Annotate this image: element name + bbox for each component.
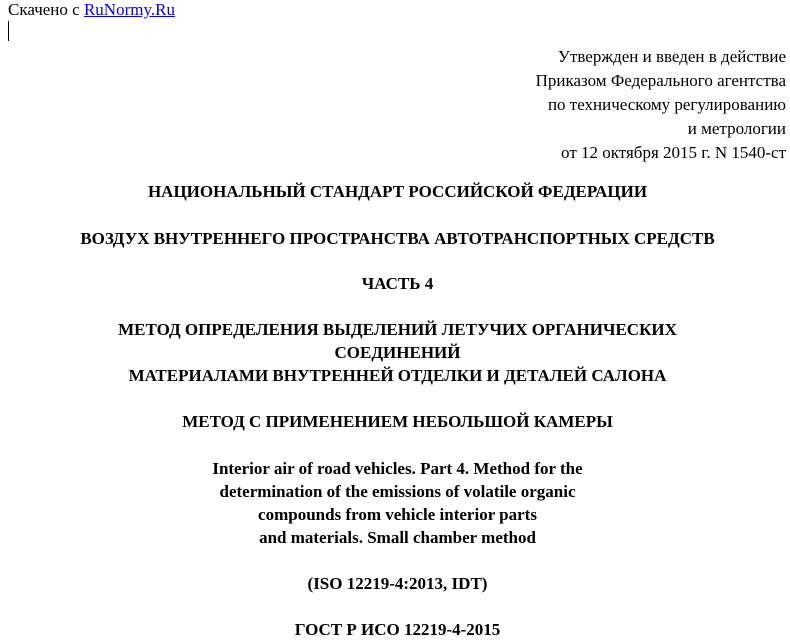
part-number: ЧАСТЬ 4 bbox=[361, 274, 434, 293]
subtitle-line: МАТЕРИАЛАМИ ВНУТРЕННЕЙ ОТДЕЛКИ И ДЕТАЛЕЙ САЛОНА bbox=[128, 366, 667, 385]
designation-heading bbox=[0, 618, 790, 641]
source-prefix: Скачено с bbox=[8, 0, 80, 19]
title-en-line: compounds from vehicle interior parts bbox=[258, 505, 537, 524]
text-cursor bbox=[8, 21, 9, 41]
part-heading bbox=[0, 272, 790, 295]
title-ru: ВОЗДУХ ВНУТРЕННЕГО ПРОСТРАНСТВА АВТОТРАНСПОРТНЫХ СРЕДСТВ bbox=[80, 229, 715, 248]
title-en-line: determination of the emissions of volatile organic bbox=[219, 482, 576, 501]
approval-line: и метрологии bbox=[687, 119, 786, 138]
subtitle-line: МЕТОД ОПРЕДЕЛЕНИЯ ВЫДЕЛЕНИЙ ЛЕТУЧИХ ОРГАНИЧЕСКИХ bbox=[118, 320, 677, 339]
approval-line: Приказом Федерального агентства bbox=[535, 71, 786, 90]
title-en-line: Interior air of road vehicles. Part 4. Method for the bbox=[212, 459, 583, 478]
standard-type-heading bbox=[0, 180, 790, 203]
method-heading bbox=[0, 410, 790, 433]
standard-designation: ГОСТ Р ИСО 12219-4-2015 bbox=[294, 620, 501, 639]
approval-line: Утвержден и введен в действие bbox=[557, 47, 786, 66]
subtitle-block bbox=[0, 318, 790, 387]
iso-reference-heading bbox=[0, 572, 790, 595]
source-line bbox=[8, 0, 175, 19]
subtitle-line: СОЕДИНЕНИЙ bbox=[334, 343, 461, 362]
title-en-line: and materials. Small chamber method bbox=[259, 528, 536, 547]
approval-line: от 12 октября 2015 г. N 1540-ст bbox=[561, 143, 786, 162]
approval-line: по техническому регулированию bbox=[547, 95, 786, 114]
method-title: МЕТОД С ПРИМЕНЕНИЕМ НЕБОЛЬШОЙ КАМЕРЫ bbox=[182, 412, 613, 431]
approval-block bbox=[536, 45, 786, 165]
standard-type: НАЦИОНАЛЬНЫЙ СТАНДАРТ РОССИЙСКОЙ ФЕДЕРАЦИИ bbox=[147, 182, 648, 201]
title-ru-heading bbox=[0, 227, 790, 250]
source-link[interactable]: RuNormy.Ru bbox=[83, 0, 175, 19]
iso-reference: (ISO 12219-4:2013, IDT) bbox=[307, 574, 488, 593]
title-en-block bbox=[0, 457, 790, 549]
